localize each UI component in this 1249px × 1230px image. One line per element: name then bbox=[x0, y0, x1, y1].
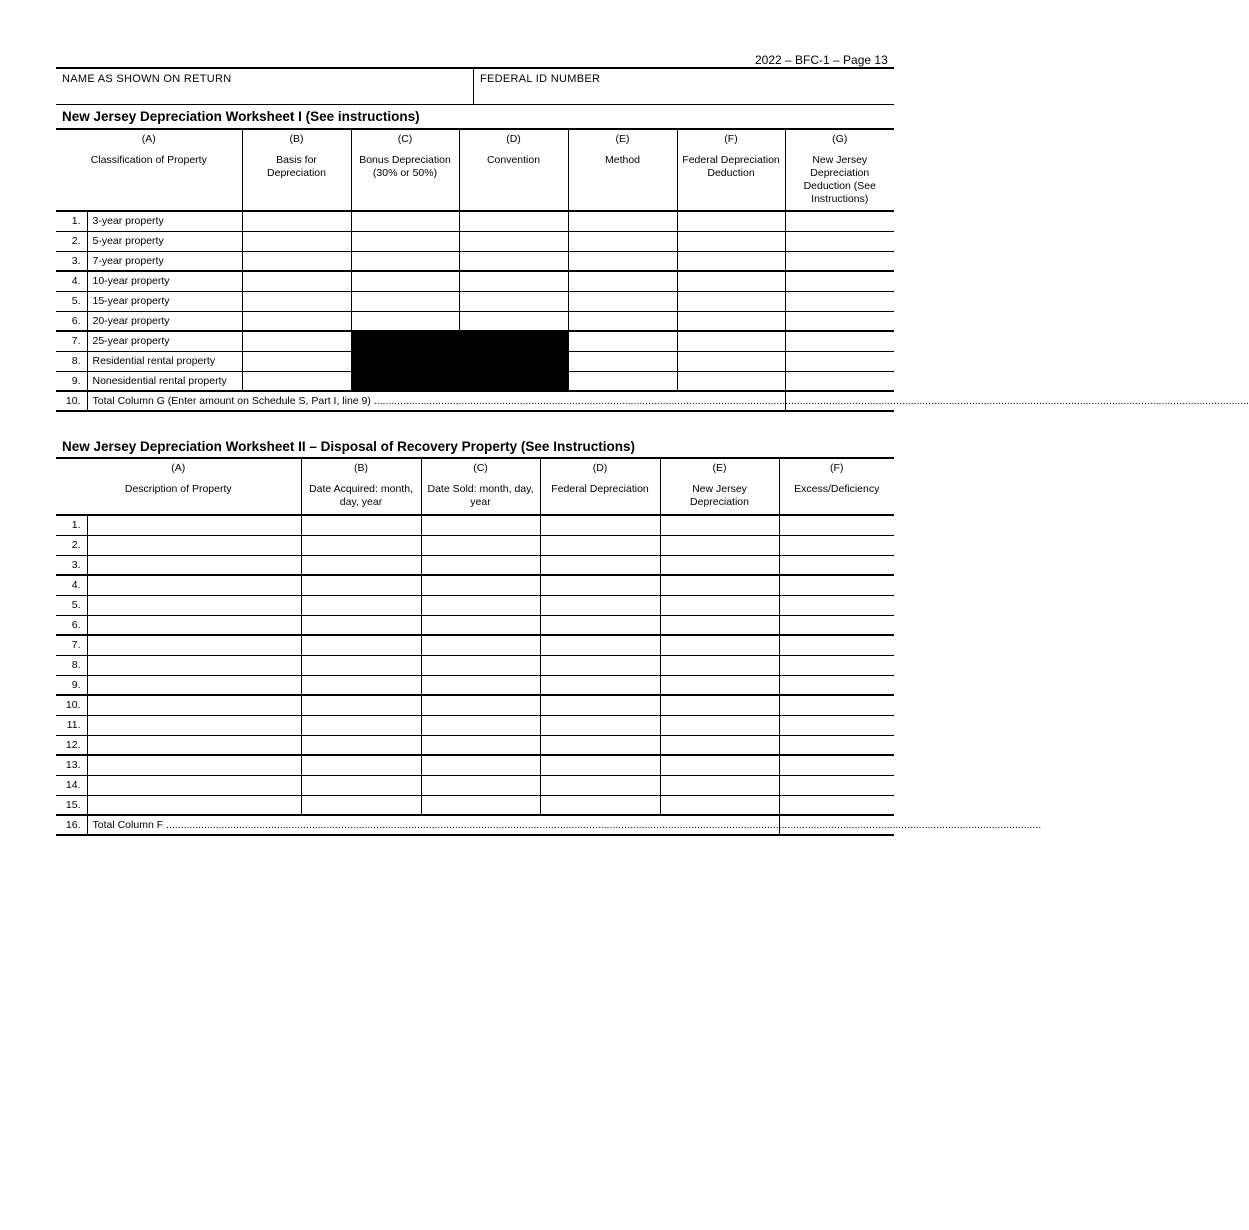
ws2-cell-f[interactable] bbox=[779, 715, 894, 735]
ws2-cell-b[interactable] bbox=[301, 675, 421, 695]
ws2-row bbox=[56, 635, 894, 655]
ws1-col-a-header: (A) Classification of Property bbox=[56, 129, 242, 211]
ws2-cell-b[interactable] bbox=[301, 695, 421, 715]
ws2-cell-d[interactable] bbox=[540, 735, 660, 755]
ws2-cell-b[interactable] bbox=[301, 635, 421, 655]
ws2-cell-c[interactable] bbox=[421, 575, 540, 595]
ws2-cell-e[interactable] bbox=[660, 555, 779, 575]
ws2-cell-b[interactable] bbox=[301, 795, 421, 815]
ws2-cell-c[interactable] bbox=[421, 595, 540, 615]
ws2-cell-c[interactable] bbox=[421, 795, 540, 815]
ws2-line-number: 3. bbox=[56, 555, 87, 575]
ws2-cell-e[interactable] bbox=[660, 675, 779, 695]
ws2-cell-b[interactable] bbox=[301, 715, 421, 735]
ws1-cell-f[interactable] bbox=[677, 291, 785, 311]
ws1-cell-c[interactable] bbox=[351, 231, 459, 251]
ws2-cell-d[interactable] bbox=[540, 615, 660, 635]
ws2-cell-b[interactable] bbox=[301, 655, 421, 675]
ws1-col-b-header: (B) Basis for Depreciation bbox=[242, 129, 351, 211]
ws2-cell-c[interactable] bbox=[421, 695, 540, 715]
ws2-cell-e[interactable] bbox=[660, 755, 779, 775]
ws2-row bbox=[56, 775, 894, 795]
page-header: 2022 – BFC-1 – Page 13 bbox=[755, 53, 888, 67]
ws1-cell-g[interactable] bbox=[785, 311, 894, 331]
ws1-cell-e[interactable] bbox=[568, 331, 677, 351]
ws2-cell-e[interactable] bbox=[660, 515, 779, 535]
ws2-cell-a[interactable] bbox=[87, 575, 301, 595]
ws2-cell-f[interactable] bbox=[779, 735, 894, 755]
ws2-row bbox=[56, 735, 894, 755]
ws1-col-d-header: (D) Convention bbox=[459, 129, 568, 211]
name-label: NAME AS SHOWN ON RETURN bbox=[62, 73, 232, 85]
ws1-cell-f[interactable] bbox=[677, 311, 785, 331]
ws2-cell-c[interactable] bbox=[421, 635, 540, 655]
ws2-cell-f[interactable] bbox=[779, 595, 894, 615]
ws2-cell-c[interactable] bbox=[421, 775, 540, 795]
ws2-cell-b[interactable] bbox=[301, 735, 421, 755]
ws1-property-class: Nonesidential rental property bbox=[87, 371, 242, 391]
ws2-cell-c[interactable] bbox=[421, 655, 540, 675]
ws1-line-number: 8. bbox=[56, 351, 87, 371]
ws2-cell-e[interactable] bbox=[660, 535, 779, 555]
ws2-cell-f[interactable] bbox=[779, 775, 894, 795]
ws2-row bbox=[56, 675, 894, 695]
ws2-line-number: 13. bbox=[56, 755, 87, 775]
ws1-cell-c[interactable] bbox=[351, 211, 459, 231]
ws2-cell-a[interactable] bbox=[87, 635, 301, 655]
ws2-cell-d[interactable] bbox=[540, 715, 660, 735]
ws2-col-b-header: (B) Date Acquired: month, day, year bbox=[301, 458, 421, 515]
ws1-cell-b[interactable] bbox=[242, 231, 351, 251]
ws1-cell-e[interactable] bbox=[568, 371, 677, 391]
ws1-row bbox=[56, 271, 894, 291]
ws1-row bbox=[56, 251, 894, 271]
ws1-shaded-block bbox=[351, 371, 568, 391]
ws2-cell-d[interactable] bbox=[540, 795, 660, 815]
ws1-col-e-header: (E) Method bbox=[568, 129, 677, 211]
ws2-cell-f[interactable] bbox=[779, 755, 894, 775]
ws2-cell-d[interactable] bbox=[540, 535, 660, 555]
ws1-cell-g[interactable] bbox=[785, 211, 894, 231]
ws2-cell-a[interactable] bbox=[87, 695, 301, 715]
ws1-col-c-header: (C) Bonus Depreciation (30% or 50%) bbox=[351, 129, 459, 211]
ws1-cell-d[interactable] bbox=[459, 291, 568, 311]
ws2-col-f-header: (F) Excess/Deficiency bbox=[779, 458, 894, 515]
ws1-property-class: 20-year property bbox=[87, 311, 242, 331]
ws1-row bbox=[56, 371, 894, 391]
ws2-line-number: 8. bbox=[56, 655, 87, 675]
ws2-row bbox=[56, 695, 894, 715]
ws1-cell-c[interactable] bbox=[351, 271, 459, 291]
ws2-cell-c[interactable] bbox=[421, 715, 540, 735]
federal-id-field[interactable] bbox=[474, 69, 894, 104]
ws2-line-number: 10. bbox=[56, 695, 87, 715]
ws1-line-number: 2. bbox=[56, 231, 87, 251]
ws1-property-class: Residential rental property bbox=[87, 351, 242, 371]
ws2-col-a-header: (A) Description of Property bbox=[56, 458, 301, 515]
ws1-cell-c[interactable] bbox=[351, 251, 459, 271]
ws1-cell-e[interactable] bbox=[568, 251, 677, 271]
ws1-cell-g[interactable] bbox=[785, 351, 894, 371]
ws2-row bbox=[56, 535, 894, 555]
ws2-row bbox=[56, 795, 894, 815]
ws1-row bbox=[56, 351, 894, 371]
ws2-line-number: 9. bbox=[56, 675, 87, 695]
ws2-cell-f[interactable] bbox=[779, 515, 894, 535]
ws2-cell-e[interactable] bbox=[660, 615, 779, 635]
ws1-line-number: 7. bbox=[56, 331, 87, 351]
ws2-cell-d[interactable] bbox=[540, 515, 660, 535]
ws1-cell-b[interactable] bbox=[242, 291, 351, 311]
ws2-cell-c[interactable] bbox=[421, 675, 540, 695]
ws2-cell-d[interactable] bbox=[540, 775, 660, 795]
ws2-cell-d[interactable] bbox=[540, 595, 660, 615]
ws2-line-number: 5. bbox=[56, 595, 87, 615]
ws2-cell-b[interactable] bbox=[301, 575, 421, 595]
ws2-total-row bbox=[56, 815, 894, 835]
ws1-cell-f[interactable] bbox=[677, 211, 785, 231]
ws1-cell-f[interactable] bbox=[677, 251, 785, 271]
ws1-property-class: 15-year property bbox=[87, 291, 242, 311]
ws2-total-label bbox=[87, 815, 1042, 835]
ws2-cell-d[interactable] bbox=[540, 695, 660, 715]
ws1-cell-b[interactable] bbox=[242, 351, 351, 371]
ws1-line-number: 3. bbox=[56, 251, 87, 271]
ws2-row bbox=[56, 755, 894, 775]
ws2-cell-f[interactable] bbox=[779, 695, 894, 715]
ws2-cell-a[interactable] bbox=[87, 755, 301, 775]
ws1-cell-d[interactable] bbox=[459, 231, 568, 251]
ws1-line-number: 6. bbox=[56, 311, 87, 331]
ws1-col-f-header: (F) Federal Depreciation Deduction bbox=[677, 129, 785, 211]
ws2-cell-f[interactable] bbox=[779, 795, 894, 815]
ws2-line-number: 7. bbox=[56, 635, 87, 655]
ws1-row bbox=[56, 211, 894, 231]
ws2-row bbox=[56, 575, 894, 595]
ws2-cell-c[interactable] bbox=[421, 735, 540, 755]
ws2-cell-a[interactable] bbox=[87, 655, 301, 675]
ws2-cell-d[interactable] bbox=[540, 675, 660, 695]
ws2-total-number: 16. bbox=[56, 815, 87, 835]
ws1-cell-b[interactable] bbox=[242, 371, 351, 391]
ws1-cell-b[interactable] bbox=[242, 271, 351, 291]
ws2-cell-b[interactable] bbox=[301, 775, 421, 795]
ws2-cell-c[interactable] bbox=[421, 555, 540, 575]
ws2-cell-f[interactable] bbox=[779, 655, 894, 675]
ws1-cell-d[interactable] bbox=[459, 211, 568, 231]
ws1-cell-g[interactable] bbox=[785, 291, 894, 311]
ws2-cell-f[interactable] bbox=[779, 615, 894, 635]
ws2-cell-e[interactable] bbox=[660, 595, 779, 615]
ws2-cell-d[interactable] bbox=[540, 555, 660, 575]
ws1-cell-e[interactable] bbox=[568, 231, 677, 251]
ws2-cell-b[interactable] bbox=[301, 595, 421, 615]
federal-id-label: FEDERAL ID NUMBER bbox=[480, 73, 601, 85]
ws1-cell-g[interactable] bbox=[785, 371, 894, 391]
worksheet1-title: New Jersey Depreciation Worksheet I (See instructions) bbox=[62, 109, 420, 124]
ws2-cell-a[interactable] bbox=[87, 675, 301, 695]
ws2-cell-f[interactable] bbox=[779, 635, 894, 655]
ws1-property-class: 25-year property bbox=[87, 331, 242, 351]
ws2-row bbox=[56, 515, 894, 535]
ws1-row bbox=[56, 231, 894, 251]
ws2-col-d-header: (D) Federal Depreciation bbox=[540, 458, 660, 515]
ws2-cell-d[interactable] bbox=[540, 655, 660, 675]
ws1-total-caption: Total Column G (Enter amount on Schedule S, Part I, line 9) bbox=[92, 395, 371, 407]
ws1-cell-d[interactable] bbox=[459, 251, 568, 271]
name-field[interactable] bbox=[56, 69, 474, 104]
ws1-property-class: 7-year property bbox=[87, 251, 242, 271]
worksheet2-title: New Jersey Depreciation Worksheet II – Disposal of Recovery Property (See Instructions) bbox=[62, 439, 635, 454]
ws1-shaded-block bbox=[351, 351, 568, 371]
worksheet2-header-row bbox=[56, 458, 894, 515]
ws2-cell-d[interactable] bbox=[540, 755, 660, 775]
ws2-cell-d[interactable] bbox=[540, 575, 660, 595]
ws2-cell-a[interactable] bbox=[87, 615, 301, 635]
ws1-cell-e[interactable] bbox=[568, 311, 677, 331]
ws1-line-number: 5. bbox=[56, 291, 87, 311]
ws2-cell-e[interactable] bbox=[660, 655, 779, 675]
ws2-cell-e[interactable] bbox=[660, 695, 779, 715]
ws2-cell-a[interactable] bbox=[87, 555, 301, 575]
ws1-cell-f[interactable] bbox=[677, 271, 785, 291]
ws2-cell-b[interactable] bbox=[301, 615, 421, 635]
ws1-total-row bbox=[56, 391, 894, 411]
ws2-row bbox=[56, 615, 894, 635]
ws1-line-number: 4. bbox=[56, 271, 87, 291]
ws1-row bbox=[56, 311, 894, 331]
ws2-col-e-header: (E) New Jersey Depreciation bbox=[660, 458, 779, 515]
ws1-cell-f[interactable] bbox=[677, 231, 785, 251]
ws1-cell-b[interactable] bbox=[242, 311, 351, 331]
ws2-col-c-header: (C) Date Sold: month, day, year bbox=[421, 458, 540, 515]
ws1-property-class: 10-year property bbox=[87, 271, 242, 291]
ws2-line-number: 14. bbox=[56, 775, 87, 795]
ws1-cell-f[interactable] bbox=[677, 351, 785, 371]
ws1-cell-b[interactable] bbox=[242, 251, 351, 271]
ws1-cell-g[interactable] bbox=[785, 231, 894, 251]
ws2-cell-e[interactable] bbox=[660, 635, 779, 655]
ws1-row bbox=[56, 291, 894, 311]
ws2-line-number: 11. bbox=[56, 715, 87, 735]
ws1-cell-d[interactable] bbox=[459, 311, 568, 331]
ws1-cell-g[interactable] bbox=[785, 331, 894, 351]
ws2-cell-b[interactable] bbox=[301, 755, 421, 775]
ws1-cell-c[interactable] bbox=[351, 311, 459, 331]
ws1-cell-e[interactable] bbox=[568, 271, 677, 291]
ws2-cell-c[interactable] bbox=[421, 535, 540, 555]
ws2-cell-c[interactable] bbox=[421, 615, 540, 635]
ws2-cell-a[interactable] bbox=[87, 735, 301, 755]
ws2-cell-f[interactable] bbox=[779, 555, 894, 575]
ws2-cell-a[interactable] bbox=[87, 595, 301, 615]
ws2-total-caption: Total Column F bbox=[92, 819, 164, 831]
ws2-line-number: 12. bbox=[56, 735, 87, 755]
ws1-cell-f[interactable] bbox=[677, 331, 785, 351]
ws2-cell-e[interactable] bbox=[660, 575, 779, 595]
ws2-cell-e[interactable] bbox=[660, 795, 779, 815]
ws2-cell-b[interactable] bbox=[301, 535, 421, 555]
ws2-cell-d[interactable] bbox=[540, 635, 660, 655]
ws1-shaded-block bbox=[351, 331, 568, 351]
ws2-cell-c[interactable] bbox=[421, 755, 540, 775]
ws1-cell-e[interactable] bbox=[568, 211, 677, 231]
ws2-cell-e[interactable] bbox=[660, 715, 779, 735]
ws2-line-number: 1. bbox=[56, 515, 87, 535]
ws2-cell-a[interactable] bbox=[87, 795, 301, 815]
ws1-cell-b[interactable] bbox=[242, 211, 351, 231]
ws2-line-number: 6. bbox=[56, 615, 87, 635]
ws2-line-number: 4. bbox=[56, 575, 87, 595]
worksheet2-table bbox=[56, 457, 1042, 836]
ws2-row bbox=[56, 595, 894, 615]
ws2-line-number: 15. bbox=[56, 795, 87, 815]
ws2-cell-e[interactable] bbox=[660, 735, 779, 755]
ws1-col-g-header: (G) New Jersey Depreciation Deduction (See Instructions) bbox=[785, 129, 894, 211]
ws2-cell-a[interactable] bbox=[87, 775, 301, 795]
ws1-cell-e[interactable] bbox=[568, 351, 677, 371]
ws2-line-number: 2. bbox=[56, 535, 87, 555]
ws2-cell-a[interactable] bbox=[87, 515, 301, 535]
ws1-total-number: 10. bbox=[56, 391, 87, 411]
ws1-cell-g[interactable] bbox=[785, 251, 894, 271]
ws2-row bbox=[56, 555, 894, 575]
ws1-row bbox=[56, 331, 894, 351]
ws1-cell-d[interactable] bbox=[459, 271, 568, 291]
ws2-cell-f[interactable] bbox=[779, 675, 894, 695]
ws1-property-class: 5-year property bbox=[87, 231, 242, 251]
ws1-cell-c[interactable] bbox=[351, 291, 459, 311]
worksheet1-table bbox=[56, 128, 1249, 412]
ws1-line-number: 1. bbox=[56, 211, 87, 231]
ws1-property-class: 3-year property bbox=[87, 211, 242, 231]
ws1-line-number: 9. bbox=[56, 371, 87, 391]
ws2-row bbox=[56, 655, 894, 675]
ws2-cell-a[interactable] bbox=[87, 535, 301, 555]
ws1-total-label bbox=[87, 391, 1249, 411]
ws1-cell-g[interactable] bbox=[785, 271, 894, 291]
ws1-cell-e[interactable] bbox=[568, 291, 677, 311]
ws2-cell-f[interactable] bbox=[779, 575, 894, 595]
ws2-cell-c[interactable] bbox=[421, 515, 540, 535]
ws1-cell-b[interactable] bbox=[242, 331, 351, 351]
id-row bbox=[56, 67, 894, 105]
ws2-total-text: Total Column F ............................................................................................................................................................................................................................................................................................................ bbox=[92, 819, 1042, 831]
ws2-cell-e[interactable] bbox=[660, 775, 779, 795]
ws2-cell-b[interactable] bbox=[301, 555, 421, 575]
worksheet1-header-row bbox=[56, 129, 894, 211]
ws1-total-text: Total Column G (Enter amount on Schedule S, Part I, line 9) ............................................................................................................................................................................................................................................................................................................ bbox=[92, 395, 1249, 407]
ws2-cell-b[interactable] bbox=[301, 515, 421, 535]
ws2-row bbox=[56, 715, 894, 735]
ws2-cell-f[interactable] bbox=[779, 535, 894, 555]
ws1-cell-f[interactable] bbox=[677, 371, 785, 391]
ws2-cell-a[interactable] bbox=[87, 715, 301, 735]
